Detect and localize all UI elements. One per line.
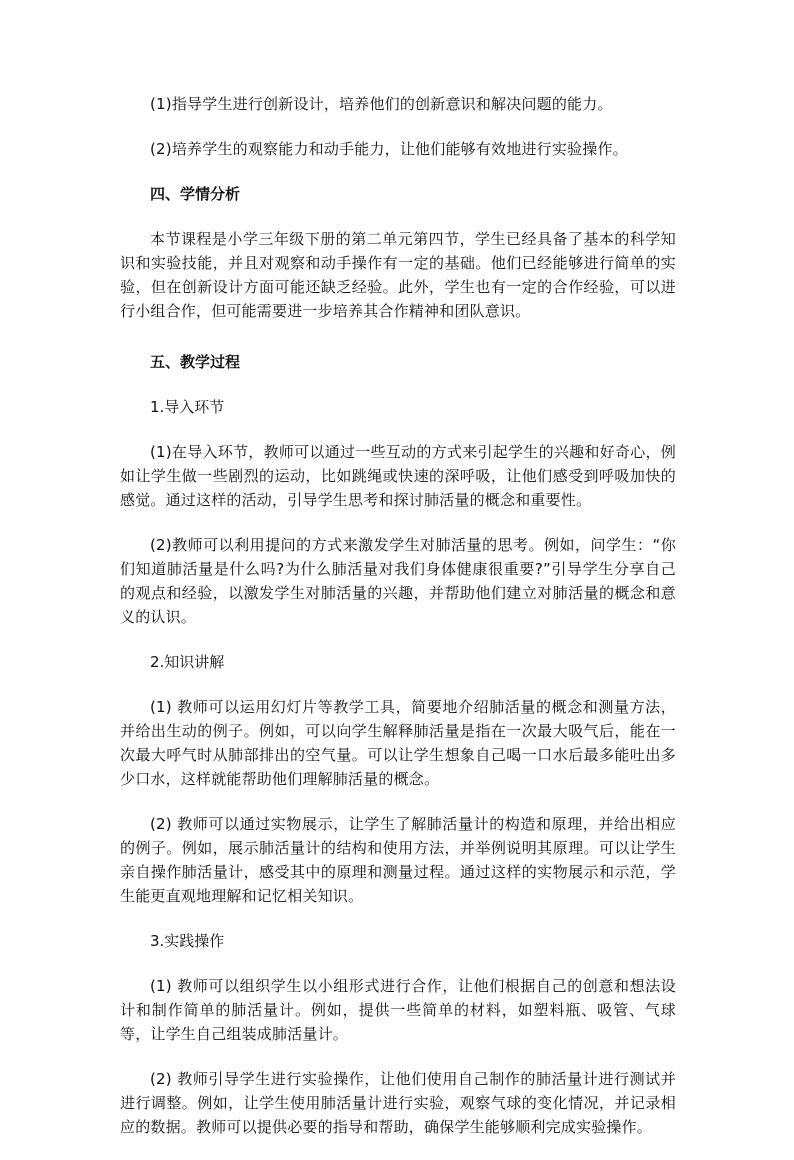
knowledge-paragraph-2: (2) 教师可以通过实物展示，让学生了解肺活量计的构造和原理，并给出相应的例子。例如，展示肺活量计的结构和使用方法，并举例说明其原理。可以让学生亲自操作肺活量计，感受其中的原理和测量过程。通过这样的实物展示和示范，学生能更直观地理解和记忆相关知识。 xyxy=(120,815,676,905)
objective-paragraph-2: (2)培养学生的观察能力和动手能力，让他们能够有效地进行实验操作。 xyxy=(150,140,628,158)
section-heading-learner-analysis: 四、学情分析 xyxy=(150,185,241,203)
document-body xyxy=(120,92,676,1160)
objective-paragraph-1: (1)指导学生进行创新设计，培养他们的创新意识和解决问题的能力。 xyxy=(150,95,613,113)
introduction-paragraph-2: (2)教师可以利用提问的方式来激发学生对肺活量的思考。例如，问学生：“你们知道肺活量是什么吗?为什么肺活量对我们身体健康很重要?”引导学生分享自己的观点和经验，以激发学生对肺活量的兴趣，并帮助他们建立对肺活量的概念和意义的认识。 xyxy=(120,536,676,626)
section-heading-teaching-process: 五、教学过程 xyxy=(150,353,241,371)
subheading-introduction: 1.导入环节 xyxy=(150,398,225,416)
introduction-paragraph-1: (1)在导入环节，教师可以通过一些互动的方式来引起学生的兴趣和好奇心，例如让学生做一些剧烈的运动，比如跳绳或快速的深呼吸，让他们感受到呼吸加快的感觉。通过这样的活动，引导学生思考和探讨肺活量的概念和重要性。 xyxy=(120,443,676,509)
learner-analysis-paragraph: 本节课程是小学三年级下册的第二单元第四节，学生已经具备了基本的科学知识和实验技能，并且对观察和动手操作有一定的基础。他们已经能够进行简单的实验，但在创新设计方面可能还缺乏经验。此外，学生也有一定的合作经验，可以进行小组合作，但可能需要进一步培养其合作精神和团队意识。 xyxy=(120,230,676,320)
practice-paragraph-1: (1) 教师可以组织学生以小组形式进行合作，让他们根据自己的创意和想法设计和制作简单的肺活量计。例如，提供一些简单的材料，如塑料瓶、吸管、气球等，让学生自己组装成肺活量计。 xyxy=(120,977,676,1043)
knowledge-paragraph-1: (1) 教师可以运用幻灯片等教学工具，简要地介绍肺活量的概念和测量方法，并给出生动的例子。例如，可以向学生解释肺活量是指在一次最大吸气后，能在一次最大呼气时从肺部排出的空气量。可以让学生想象自己喝一口水后最多能吐出多少口水，这样就能帮助他们理解肺活量的概念。 xyxy=(120,698,676,788)
practice-paragraph-2: (2) 教师引导学生进行实验操作，让他们使用自己制作的肺活量计进行测试并进行调整。例如，让学生使用肺活量计进行实验，观察气球的变化情况，并记录相应的数据。教师可以提供必要的指导和帮助，确保学生能够顺利完成实验操作。 xyxy=(120,1070,676,1136)
subheading-practice: 3.实践操作 xyxy=(150,932,225,950)
subheading-knowledge: 2.知识讲解 xyxy=(150,653,225,671)
